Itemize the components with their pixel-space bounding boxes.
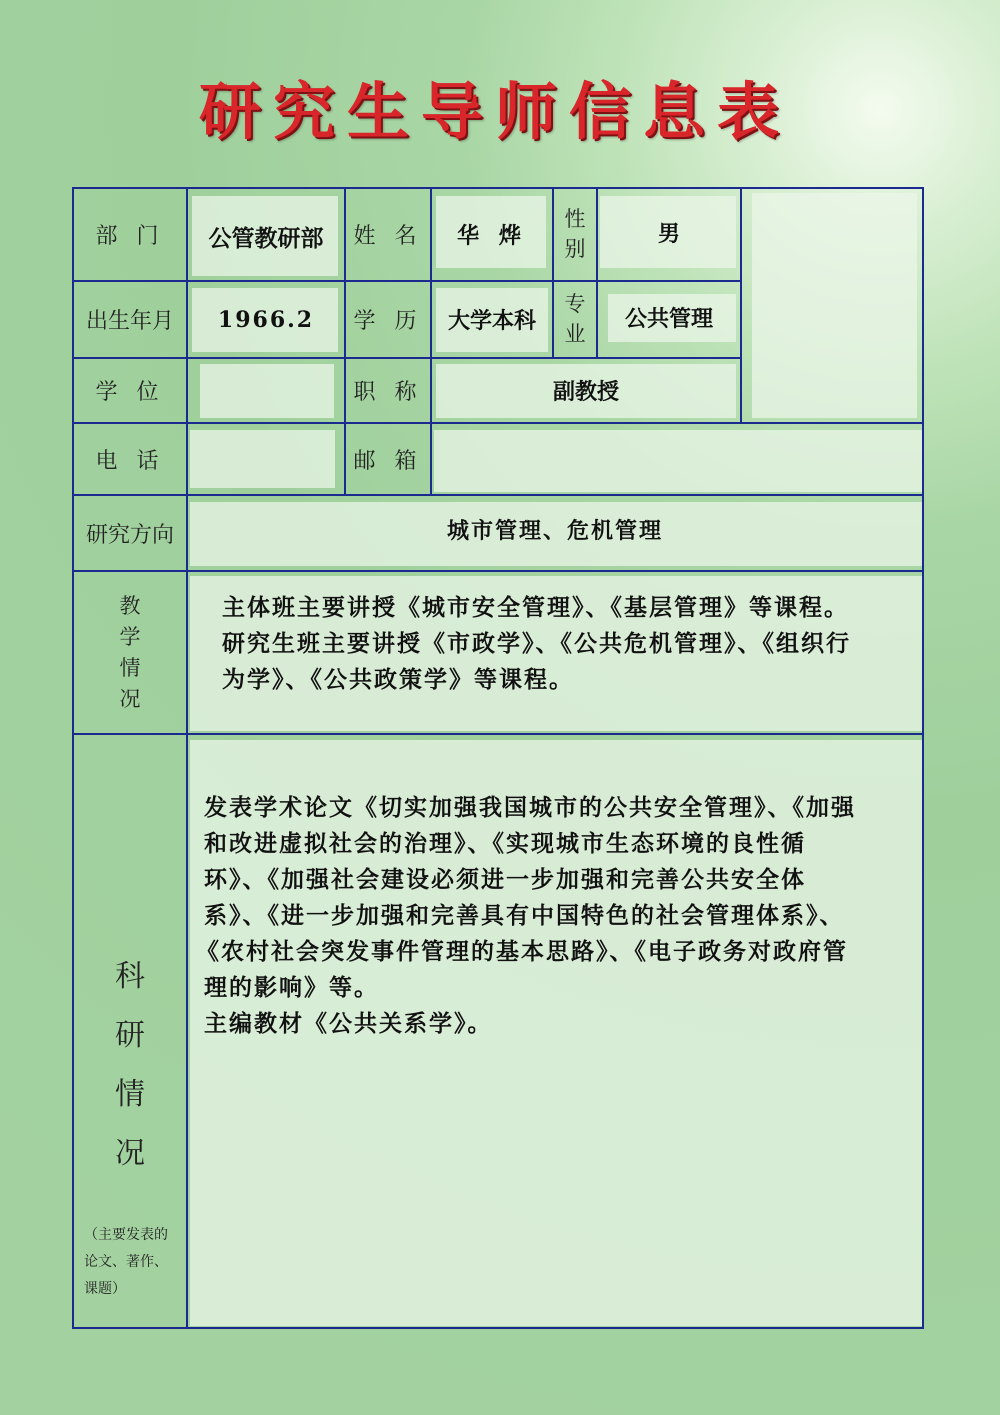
table-row-line [72,570,924,572]
table-border-right [922,187,924,1329]
name-value: 华 烨 [457,223,527,249]
email-label: 邮 箱 [353,448,423,474]
photo-box [752,193,917,418]
gender-label [554,189,596,280]
research-line: 理的影响》等。 [204,974,379,1001]
title-value: 副教授 [552,379,619,405]
email-value [432,424,922,494]
major-value: 公共管理 [624,305,713,332]
research-text [196,790,916,1042]
research-line: 发表学术论文《切实加强我国城市的公共安全管理》、《加强 [204,794,856,821]
department-value: 公管教研部 [208,224,324,252]
major-label-text: 专业 [564,292,586,346]
research-note [80,1222,184,1302]
page-title: 研究生导师信息表 [198,75,791,148]
table-border-bottom [72,1327,924,1329]
department-label: 部 门 [95,224,165,249]
birth-label: 出生年月 [85,309,174,334]
table-col-line [740,187,742,424]
research-direction-label: 研究方向 [85,522,174,548]
gender-label-text: 性别 [564,207,586,261]
major-label [554,282,596,357]
teaching-line: 研究生班主要讲授《市政学》、《公共危机管理》、《组织行 [222,630,851,657]
research-line: 主编教材《公共关系学》。 [204,1010,493,1037]
teaching-line: 主体班主要讲授《城市安全管理》、《基层管理》等课程。 [222,594,849,621]
education-label: 学 历 [353,309,423,334]
degree-value [188,359,344,422]
birth-value: 1966.2 [217,306,315,333]
phone-label: 电 话 [95,448,165,474]
research-line: 环》、《加强社会建设必须进一步加强和完善公共安全体 [204,866,806,893]
research-direction-value: 城市管理、危机管理 [446,517,663,544]
teaching-line: 为学》、《公共政策学》等课程。 [222,666,574,693]
name-label: 姓 名 [353,224,423,249]
education-value: 大学本科 [447,308,536,334]
research-note-text: （主要发表的论文、著作、课题） [84,1226,168,1297]
teaching-label-text: 教学情况 [119,593,141,711]
research-label-text: 科研情况 [115,959,145,1171]
degree-label: 学 位 [95,380,165,405]
research-line: 和改进虚拟社会的治理》、《实现城市生态环境的良性循 [204,830,806,857]
teaching-text [222,590,912,698]
title-label: 职 称 [353,380,423,405]
teaching-label [74,572,186,733]
research-label [74,950,186,1180]
phone-value [188,424,344,494]
research-line: 《农村社会突发事件管理的基本思路》、《电子政务对政府管 [196,938,848,965]
gender-value: 男 [657,220,680,247]
table-row-line [72,733,924,735]
research-line: 系》、《进一步加强和完善具有中国特色的社会管理体系》、 [204,902,845,929]
